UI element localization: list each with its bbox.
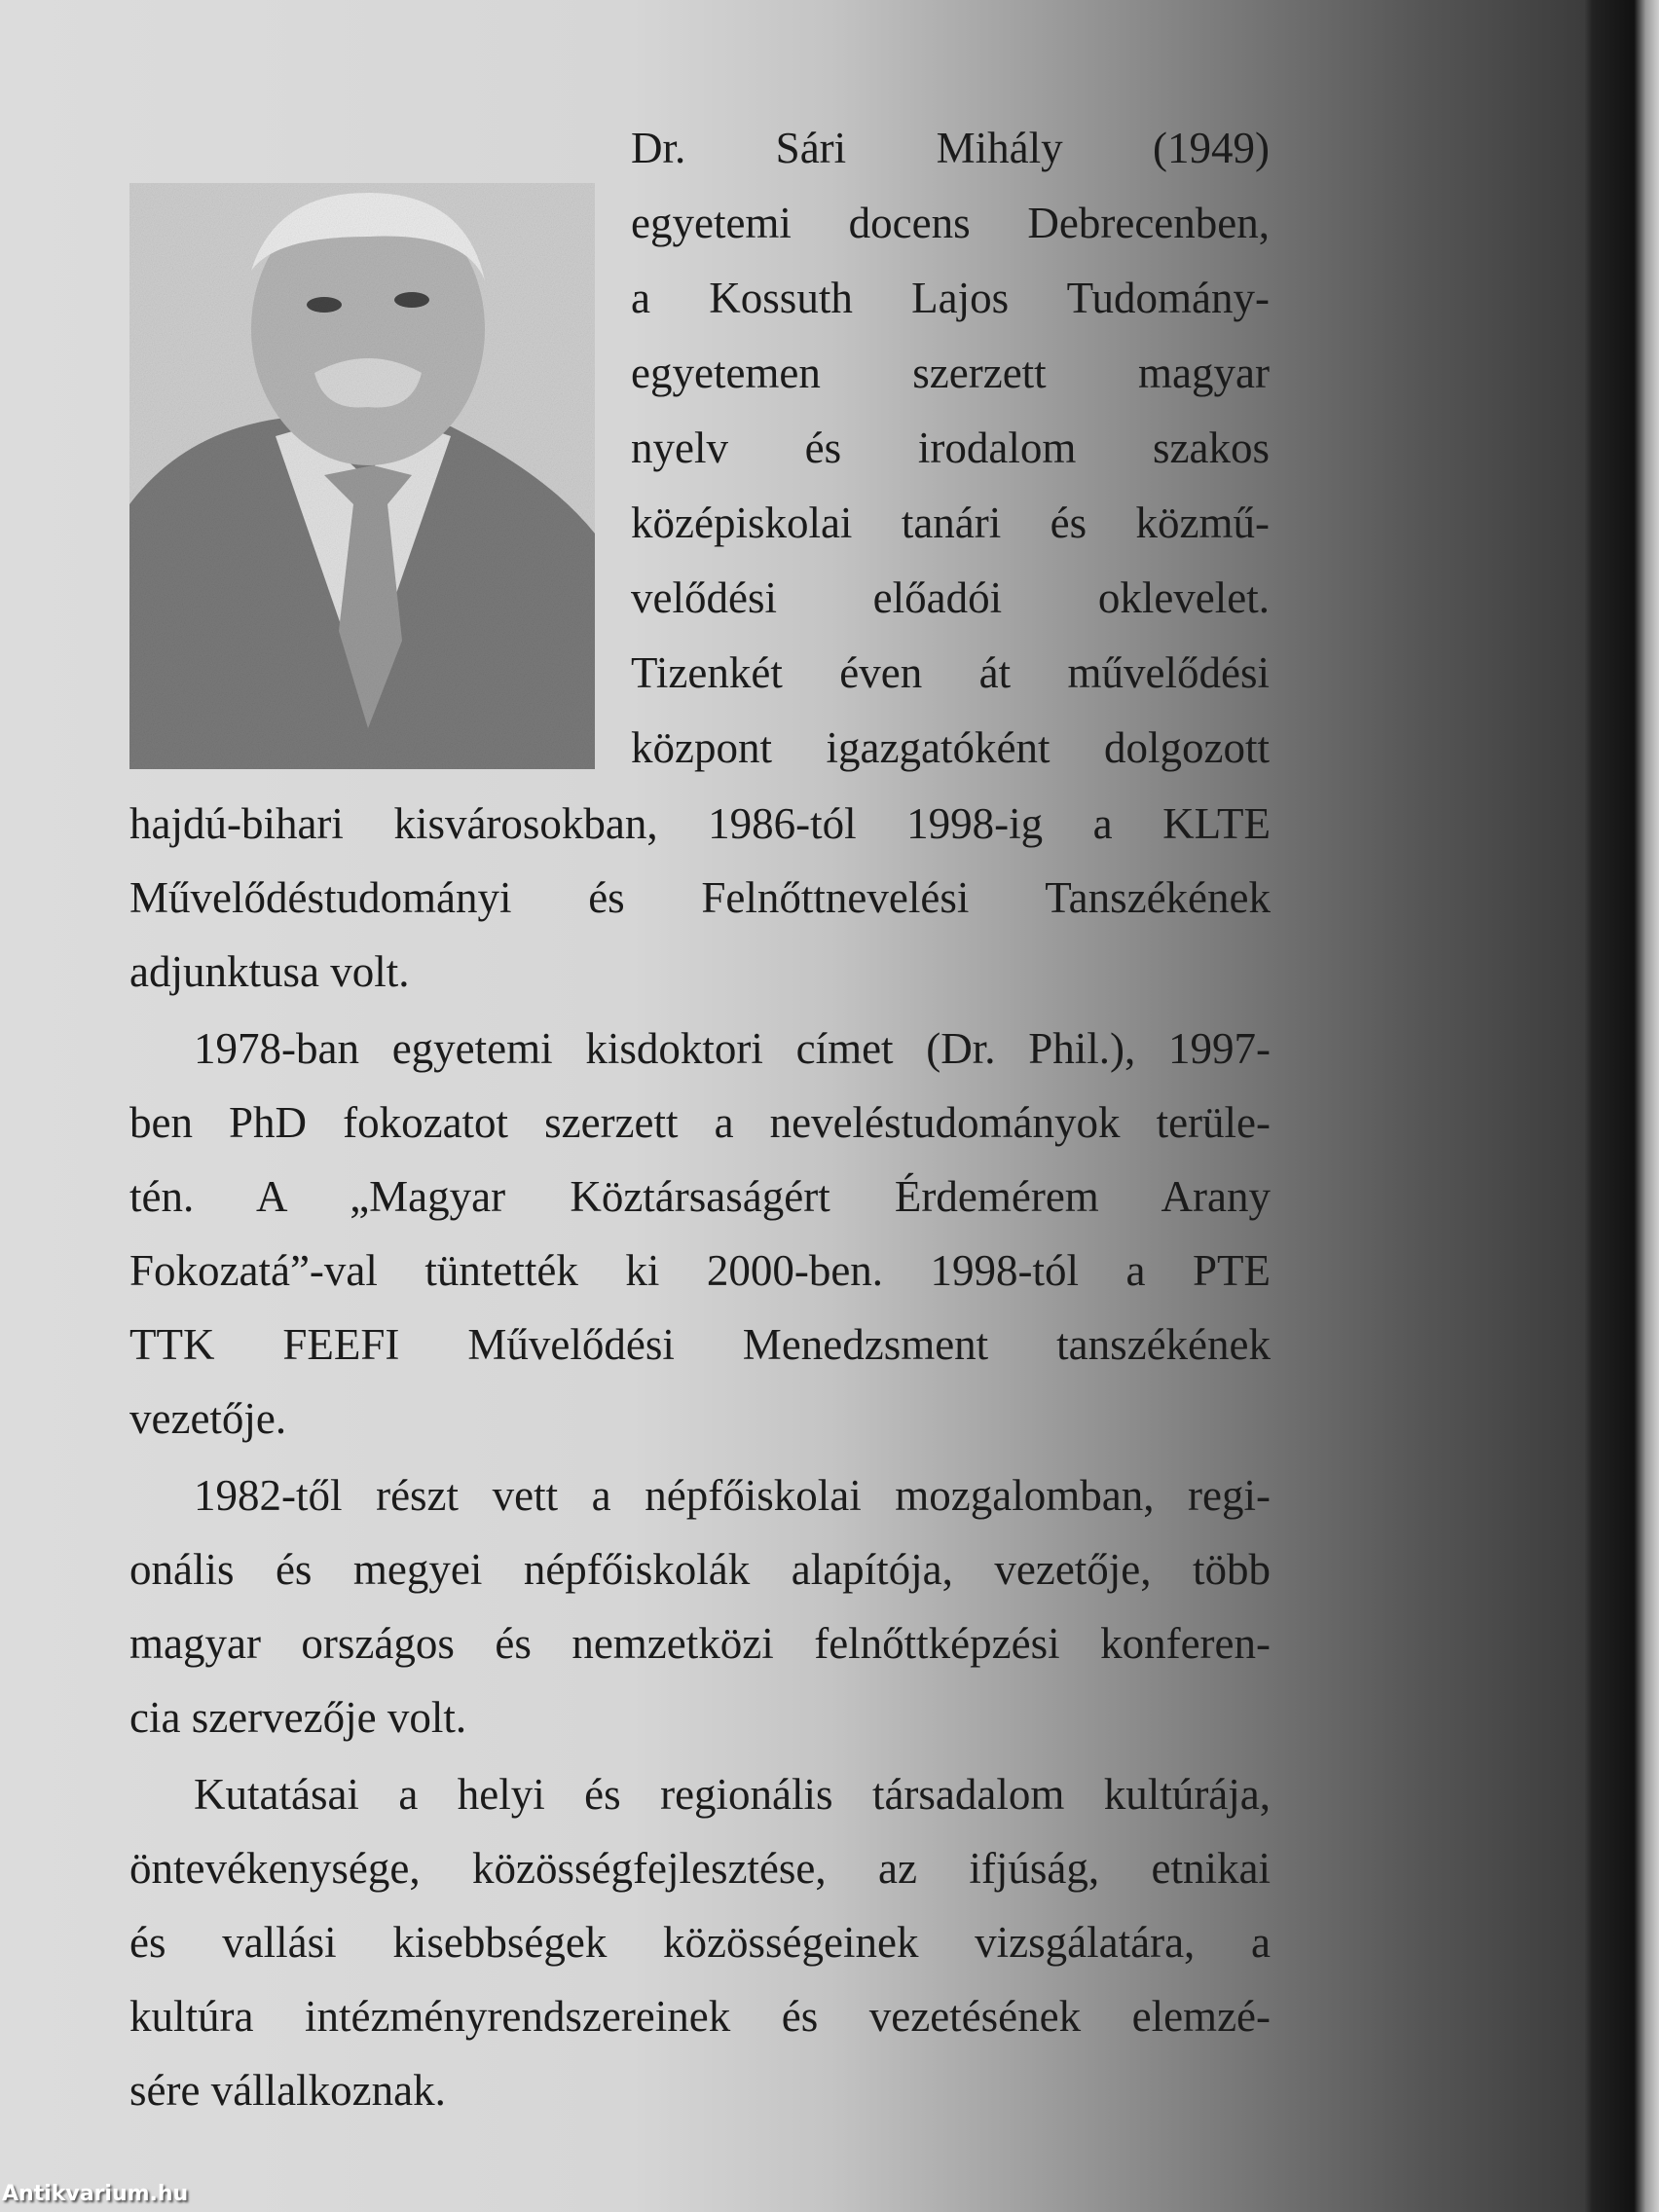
paragraph <box>129 787 1271 1009</box>
text-line: onális és megyei népfőiskolák alapítója, vezetője, több <box>129 1545 1271 1594</box>
text-line: a Kossuth Lajos Tudomány- <box>631 274 1270 322</box>
text-line: öntevékenysége, közösségfejlesztése, az ifjúság, etnikai <box>129 1844 1271 1893</box>
biography-text-block <box>129 787 1271 2130</box>
text-line: 1978-ban egyetemi kisdoktori címet (Dr. Phil.), 1997- <box>194 1024 1271 1073</box>
text-line: vezetője. <box>129 1394 287 1443</box>
text-line: Kutatásai a helyi és regionális társadalom kultúrája, <box>194 1770 1271 1819</box>
text-line: cia szervezője volt. <box>129 1693 467 1742</box>
author-portrait-photo <box>129 183 595 769</box>
text-line: egyetemi docens Debrecenben, <box>631 199 1270 247</box>
text-line: és vallási kisebbségek közösségeinek vizsgálatára, a <box>129 1918 1271 1967</box>
text-line: Tizenkét éven át művelődési <box>631 648 1270 697</box>
text-line: sére vállalkoznak. <box>129 2066 446 2115</box>
paragraph <box>129 1012 1271 1456</box>
text-line: velődési előadói oklevelet. <box>631 573 1270 622</box>
text-line: központ igazgatóként dolgozott <box>631 723 1270 772</box>
text-line: kultúra intézményrendszereinek és vezetésének elemzé- <box>129 1992 1271 2041</box>
text-line: Művelődéstudományi és Felnőttnevelési Tanszékének <box>129 873 1271 922</box>
text-line: középiskolai tanári és közmű- <box>631 498 1270 547</box>
watermark: Antikvarium.hu <box>2 2182 189 2206</box>
text-line: egyetemen szerzett magyar <box>631 349 1270 397</box>
paragraph <box>129 1458 1271 1754</box>
text-line: 1982-től részt vett a népfőiskolai mozgalomban, regi- <box>194 1471 1271 1520</box>
paragraph <box>129 1757 1271 2127</box>
intro-text-block <box>631 111 1270 786</box>
text-line: hajdú-bihari kisvárosokban, 1986-tól 1998-ig a KLTE <box>129 799 1271 848</box>
text-line: tén. A „Magyar Köztársaságért Érdemérem Arany <box>129 1172 1271 1221</box>
text-line: adjunktusa volt. <box>129 947 410 996</box>
text-line: Dr. Sári Mihály (1949) <box>631 124 1270 172</box>
text-line: magyar országos és nemzetközi felnőttképzési konferen- <box>129 1619 1271 1668</box>
text-line: ben PhD fokozatot szerzett a neveléstudományok terüle- <box>129 1098 1271 1147</box>
text-line: Fokozatá”-val tüntették ki 2000-ben. 1998-tól a PTE <box>129 1246 1271 1295</box>
text-line: TTK FEEFI Művelődési Menedzsment tanszékének <box>129 1320 1271 1369</box>
text-line: nyelv és irodalom szakos <box>631 424 1270 472</box>
